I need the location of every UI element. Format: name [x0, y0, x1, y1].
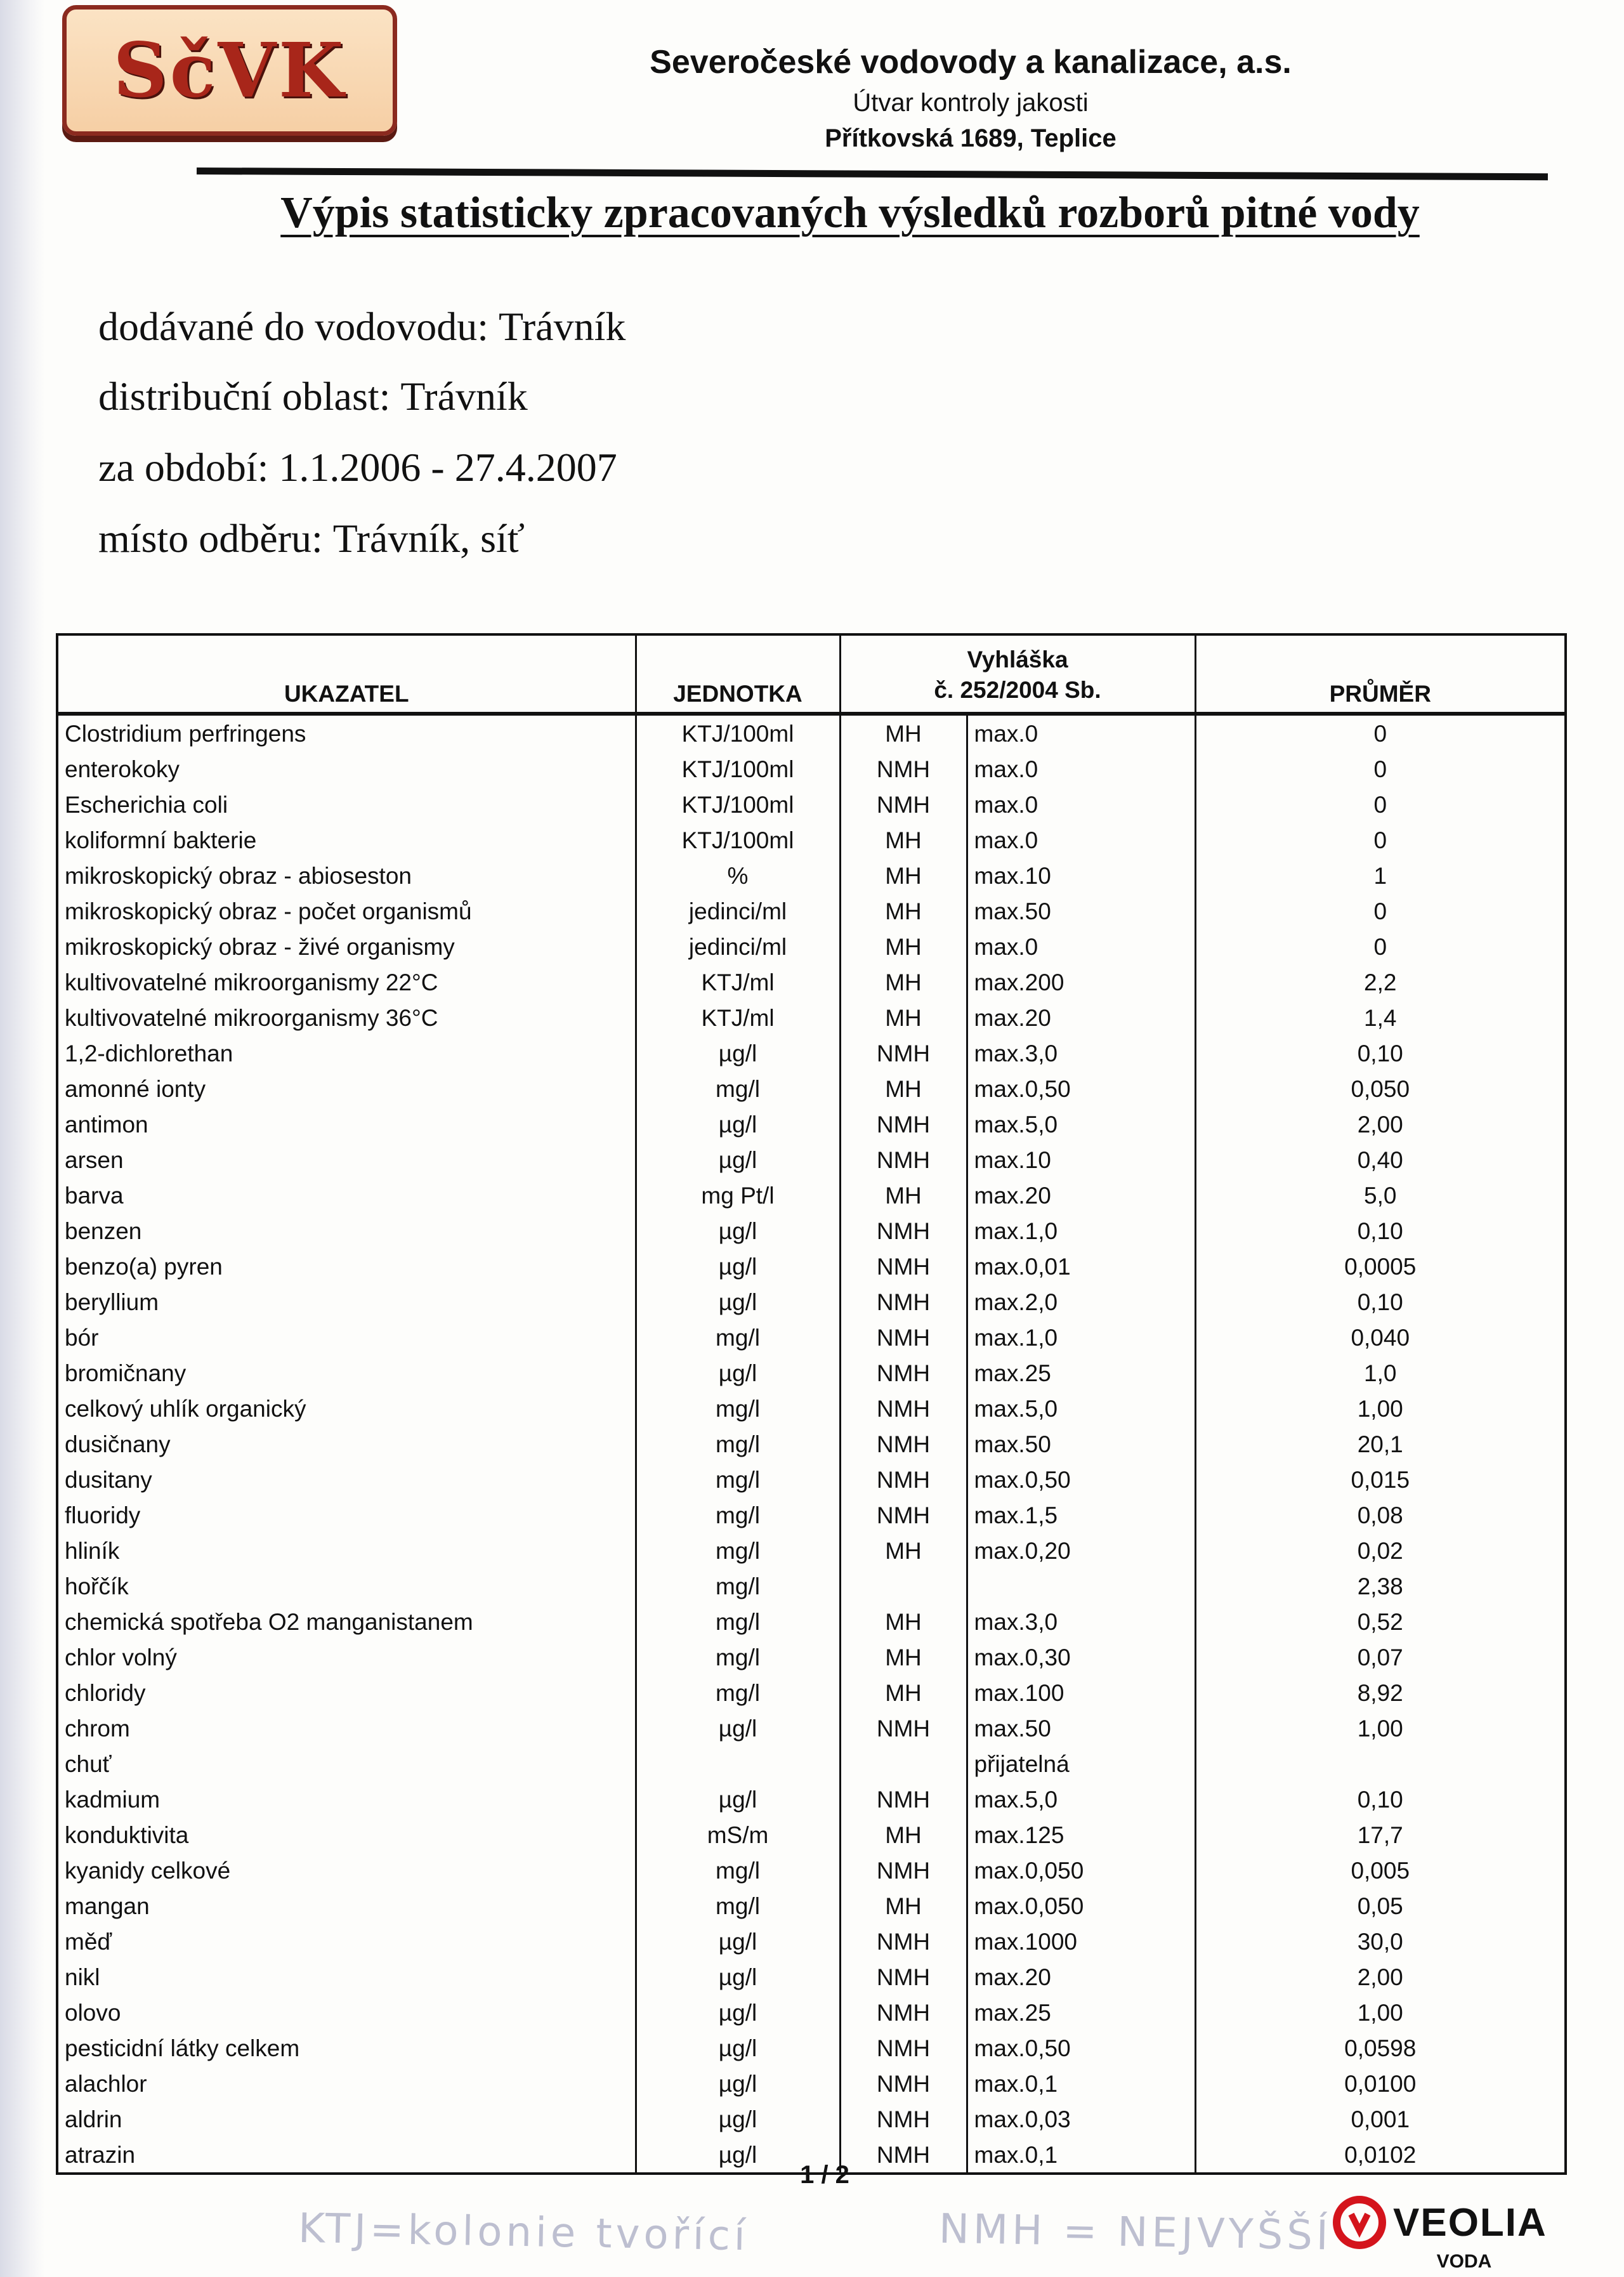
cell-unit: mg/l: [636, 1888, 840, 1924]
cell-limit: max.0: [967, 751, 1195, 787]
header-regulation: [840, 634, 1195, 714]
cell-category: NMH: [840, 2030, 967, 2066]
cell-unit: µg/l: [636, 1995, 840, 2030]
meta-sampling-place: [98, 515, 525, 562]
cell-category: NMH: [840, 2066, 967, 2101]
table-row: [57, 787, 1566, 822]
cell-limit: max.200: [967, 964, 1195, 1000]
cell-mean: 0,05: [1195, 1888, 1566, 1924]
cell-mean: 0,040: [1195, 1320, 1566, 1355]
company-header: [590, 39, 1351, 156]
cell-indicator: antimon: [57, 1106, 636, 1142]
cell-mean: 0,0005: [1195, 1249, 1566, 1284]
table-row: [57, 929, 1566, 964]
table-row: [57, 714, 1566, 751]
cell-unit: mg/l: [636, 1497, 840, 1533]
cell-indicator: kultivovatelné mikroorganismy 36°C: [57, 1000, 636, 1035]
cell-indicator: dusičnany: [57, 1426, 636, 1462]
cell-category: MH: [840, 1604, 967, 1639]
table-row: [57, 1639, 1566, 1675]
table-row: [57, 822, 1566, 858]
cell-mean: 0,0100: [1195, 2066, 1566, 2101]
cell-limit: max.0,50: [967, 2030, 1195, 2066]
cell-limit: max.0: [967, 787, 1195, 822]
cell-indicator: chuť: [57, 1746, 636, 1782]
cell-limit: max.3,0: [967, 1604, 1195, 1639]
cell-mean: 2,00: [1195, 1106, 1566, 1142]
cell-indicator: chemická spotřeba O2 manganistanem: [57, 1604, 636, 1639]
cell-indicator: celkový uhlík organický: [57, 1391, 636, 1426]
table-row: [57, 1782, 1566, 1817]
cell-unit: µg/l: [636, 1106, 840, 1142]
cell-indicator: chlor volný: [57, 1639, 636, 1675]
cell-limit: max.100: [967, 1675, 1195, 1710]
cell-unit: µg/l: [636, 1213, 840, 1249]
cell-limit: max.0,050: [967, 1888, 1195, 1924]
meta-value: Trávník: [400, 374, 528, 419]
cell-unit: µg/l: [636, 2066, 840, 2101]
cell-unit: µg/l: [636, 1710, 840, 1746]
table-row: [57, 1249, 1566, 1284]
cell-unit: µg/l: [636, 2030, 840, 2066]
cell-indicator: barva: [57, 1178, 636, 1213]
table-row: [57, 1320, 1566, 1355]
cell-limit: max.1,0: [967, 1213, 1195, 1249]
cell-category: MH: [840, 1533, 967, 1568]
handwritten-note-right: NMH = NEJVYŠŠÍ: [938, 2205, 1333, 2260]
table-row: [57, 893, 1566, 929]
cell-limit: přijatelná: [967, 1746, 1195, 1782]
cell-unit: µg/l: [636, 1142, 840, 1178]
cell-mean: 0,015: [1195, 1462, 1566, 1497]
cell-mean: 0,10: [1195, 1213, 1566, 1249]
cell-mean: 2,38: [1195, 1568, 1566, 1604]
cell-category: NMH: [840, 1249, 967, 1284]
cell-indicator: alachlor: [57, 2066, 636, 2101]
cell-limit: max.1,0: [967, 1320, 1195, 1355]
cell-mean: 2,00: [1195, 1959, 1566, 1995]
cell-limit: max.5,0: [967, 1782, 1195, 1817]
table-row: [57, 858, 1566, 893]
cell-mean: 1,0: [1195, 1355, 1566, 1391]
cell-category: NMH: [840, 1391, 967, 1426]
cell-unit: mg/l: [636, 1462, 840, 1497]
cell-indicator: konduktivita: [57, 1817, 636, 1853]
cell-indicator: bromičnany: [57, 1355, 636, 1391]
table-row: [57, 1391, 1566, 1426]
meta-label: místo odběru:: [98, 516, 323, 561]
cell-indicator: chrom: [57, 1710, 636, 1746]
handwritten-note-left: KTJ=kolonie tvořící: [298, 2205, 750, 2261]
cell-category: NMH: [840, 2137, 967, 2174]
cell-indicator: benzo(a) pyren: [57, 1249, 636, 1284]
cell-mean: 0: [1195, 822, 1566, 858]
table-row: [57, 1497, 1566, 1533]
meta-value: Trávník, síť: [332, 516, 525, 561]
cell-indicator: chloridy: [57, 1675, 636, 1710]
cell-mean: 8,92: [1195, 1675, 1566, 1710]
cell-limit: max.125: [967, 1817, 1195, 1853]
cell-category: NMH: [840, 1497, 967, 1533]
header-divider: [197, 167, 1548, 180]
cell-mean: 1,00: [1195, 1710, 1566, 1746]
cell-indicator: mikroskopický obraz - živé organismy: [57, 929, 636, 964]
cell-indicator: kultivovatelné mikroorganismy 22°C: [57, 964, 636, 1000]
cell-unit: mg/l: [636, 1604, 840, 1639]
table-header-row: [57, 634, 1566, 714]
cell-indicator: arsen: [57, 1142, 636, 1178]
cell-limit: max.2,0: [967, 1284, 1195, 1320]
cell-category: NMH: [840, 1355, 967, 1391]
cell-mean: 0,02: [1195, 1533, 1566, 1568]
table-row: [57, 1675, 1566, 1710]
cell-limit: max.50: [967, 1426, 1195, 1462]
cell-unit: KTJ/100ml: [636, 822, 840, 858]
header-indicator: UKAZATEL: [57, 634, 636, 714]
meta-value: 1.1.2006 - 27.4.2007: [278, 445, 617, 490]
cell-category: MH: [840, 1071, 967, 1106]
cell-indicator: benzen: [57, 1213, 636, 1249]
cell-indicator: enterokoky: [57, 751, 636, 787]
table-row: [57, 1995, 1566, 2030]
table-row: [57, 964, 1566, 1000]
cell-category: MH: [840, 714, 967, 751]
cell-category: MH: [840, 929, 967, 964]
cell-category: NMH: [840, 2101, 967, 2137]
cell-mean: 0,0102: [1195, 2137, 1566, 2174]
cell-mean: 0: [1195, 714, 1566, 751]
table-row: [57, 1817, 1566, 1853]
veolia-logo: [1332, 2188, 1573, 2276]
cell-limit: max.5,0: [967, 1106, 1195, 1142]
cell-mean: 0,10: [1195, 1782, 1566, 1817]
cell-category: NMH: [840, 1959, 967, 1995]
meta-water-supply: [98, 303, 625, 350]
cell-limit: max.0,1: [967, 2137, 1195, 2174]
cell-category: NMH: [840, 1320, 967, 1355]
table-row: [57, 1888, 1566, 1924]
document-title: Výpis statisticky zpracovaných výsledků rozborů pitné vody: [280, 188, 1420, 237]
cell-indicator: beryllium: [57, 1284, 636, 1320]
cell-indicator: amonné ionty: [57, 1071, 636, 1106]
cell-unit: mg Pt/l: [636, 1178, 840, 1213]
results-table: [56, 633, 1567, 2175]
cell-unit: µg/l: [636, 1284, 840, 1320]
cell-category: MH: [840, 1817, 967, 1853]
cell-indicator: dusitany: [57, 1462, 636, 1497]
cell-mean: 0,050: [1195, 1071, 1566, 1106]
cell-category: [840, 1746, 967, 1782]
table-row: [57, 2066, 1566, 2101]
cell-mean: 0: [1195, 787, 1566, 822]
table-row: [57, 1604, 1566, 1639]
cell-limit: max.0,050: [967, 1853, 1195, 1888]
cell-unit: KTJ/100ml: [636, 787, 840, 822]
cell-category: NMH: [840, 1462, 967, 1497]
cell-mean: 0,52: [1195, 1604, 1566, 1639]
table-row: [57, 1533, 1566, 1568]
cell-limit: max.20: [967, 1178, 1195, 1213]
cell-mean: 30,0: [1195, 1924, 1566, 1959]
cell-indicator: hliník: [57, 1533, 636, 1568]
cell-unit: KTJ/100ml: [636, 714, 840, 751]
cell-unit: jedinci/ml: [636, 893, 840, 929]
table-body: [57, 714, 1566, 2174]
cell-unit: µg/l: [636, 1355, 840, 1391]
header-regulation-line1: Vyhláška: [967, 646, 1068, 673]
cell-limit: [967, 1568, 1195, 1604]
cell-limit: max.10: [967, 1142, 1195, 1178]
cell-unit: µg/l: [636, 1035, 840, 1071]
cell-indicator: mangan: [57, 1888, 636, 1924]
cell-mean: 0: [1195, 893, 1566, 929]
cell-limit: max.0,01: [967, 1249, 1195, 1284]
cell-category: MH: [840, 858, 967, 893]
header-mean: PRŮMĚR: [1195, 634, 1566, 714]
table-row: [57, 751, 1566, 787]
table-row: [57, 1071, 1566, 1106]
table-row: [57, 1710, 1566, 1746]
cell-category: MH: [840, 964, 967, 1000]
cell-indicator: koliformní bakterie: [57, 822, 636, 858]
cell-unit: mg/l: [636, 1675, 840, 1710]
cell-category: NMH: [840, 1426, 967, 1462]
cell-indicator: hořčík: [57, 1568, 636, 1604]
scvk-logo: [62, 5, 397, 136]
cell-category: NMH: [840, 1106, 967, 1142]
cell-limit: max.1000: [967, 1924, 1195, 1959]
cell-limit: max.0,03: [967, 2101, 1195, 2137]
cell-category: [840, 1568, 967, 1604]
logo-text: SčVK: [113, 26, 346, 114]
cell-unit: mg/l: [636, 1568, 840, 1604]
table-row: [57, 1462, 1566, 1497]
cell-category: NMH: [840, 1924, 967, 1959]
cell-limit: max.0,20: [967, 1533, 1195, 1568]
table-row: [57, 1746, 1566, 1782]
cell-mean: 17,7: [1195, 1817, 1566, 1853]
cell-mean: 1,00: [1195, 1995, 1566, 2030]
cell-unit: mg/l: [636, 1391, 840, 1426]
cell-category: NMH: [840, 1142, 967, 1178]
cell-unit: µg/l: [636, 1924, 840, 1959]
table-row: [57, 1178, 1566, 1213]
cell-limit: max.0: [967, 714, 1195, 751]
cell-limit: max.50: [967, 1710, 1195, 1746]
cell-category: NMH: [840, 787, 967, 822]
cell-category: MH: [840, 1639, 967, 1675]
cell-category: NMH: [840, 751, 967, 787]
cell-mean: 5,0: [1195, 1178, 1566, 1213]
veolia-mark-icon: [1332, 2195, 1387, 2250]
cell-limit: max.20: [967, 1959, 1195, 1995]
cell-mean: 0,10: [1195, 1035, 1566, 1071]
cell-unit: [636, 1746, 840, 1782]
cell-unit: KTJ/ml: [636, 964, 840, 1000]
cell-category: NMH: [840, 1782, 967, 1817]
cell-indicator: kadmium: [57, 1782, 636, 1817]
cell-mean: 0,005: [1195, 1853, 1566, 1888]
cell-indicator: pesticidní látky celkem: [57, 2030, 636, 2066]
cell-limit: max.25: [967, 1355, 1195, 1391]
table-row: [57, 1853, 1566, 1888]
company-name: Severočeské vodovody a kanalizace, a.s.: [650, 44, 1292, 81]
meta-label: za období:: [98, 445, 269, 490]
meta-value: Trávník: [499, 304, 626, 349]
cell-mean: 0,08: [1195, 1497, 1566, 1533]
cell-limit: max.0,1: [967, 2066, 1195, 2101]
cell-indicator: atrazin: [57, 2137, 636, 2174]
cell-mean: [1195, 1746, 1566, 1782]
cell-mean: 0,0598: [1195, 2030, 1566, 2066]
cell-unit: mg/l: [636, 1320, 840, 1355]
cell-mean: 1: [1195, 858, 1566, 893]
table-row: [57, 2030, 1566, 2066]
cell-mean: 2,2: [1195, 964, 1566, 1000]
company-address: Přítkovská 1689, Teplice: [825, 124, 1116, 152]
cell-limit: max.25: [967, 1995, 1195, 2030]
cell-indicator: fluoridy: [57, 1497, 636, 1533]
cell-mean: 0: [1195, 929, 1566, 964]
cell-limit: max.1,5: [967, 1497, 1195, 1533]
cell-category: NMH: [840, 1995, 967, 2030]
meta-label: dodávané do vodovodu:: [98, 304, 488, 349]
cell-category: MH: [840, 1000, 967, 1035]
cell-limit: max.50: [967, 893, 1195, 929]
cell-category: MH: [840, 1178, 967, 1213]
cell-indicator: 1,2-dichlorethan: [57, 1035, 636, 1071]
cell-category: NMH: [840, 1284, 967, 1320]
cell-limit: max.3,0: [967, 1035, 1195, 1071]
cell-category: NMH: [840, 1710, 967, 1746]
table-row: [57, 1213, 1566, 1249]
meta-label: distribuční oblast:: [98, 374, 391, 419]
cell-unit: mg/l: [636, 1639, 840, 1675]
veolia-name: VEOLIA: [1393, 2201, 1547, 2245]
cell-indicator: kyanidy celkové: [57, 1853, 636, 1888]
cell-category: NMH: [840, 1213, 967, 1249]
cell-mean: 20,1: [1195, 1426, 1566, 1462]
department-name: Útvar kontroly jakosti: [853, 89, 1089, 117]
cell-indicator: mikroskopický obraz - počet organismů: [57, 893, 636, 929]
header-regulation-line2: č. 252/2004 Sb.: [934, 677, 1101, 703]
cell-unit: mg/l: [636, 1426, 840, 1462]
cell-mean: 0,10: [1195, 1284, 1566, 1320]
cell-limit: max.0,50: [967, 1462, 1195, 1497]
cell-unit: µg/l: [636, 2137, 840, 2174]
cell-indicator: Escherichia coli: [57, 787, 636, 822]
cell-mean: 0: [1195, 751, 1566, 787]
cell-unit: mg/l: [636, 1853, 840, 1888]
cell-mean: 1,4: [1195, 1000, 1566, 1035]
cell-unit: mS/m: [636, 1817, 840, 1853]
table-row: [57, 1568, 1566, 1604]
cell-limit: max.20: [967, 1000, 1195, 1035]
table-row: [57, 1035, 1566, 1071]
cell-category: NMH: [840, 1035, 967, 1071]
cell-limit: max.10: [967, 858, 1195, 893]
table-row: [57, 1924, 1566, 1959]
cell-indicator: Clostridium perfringens: [57, 714, 636, 751]
cell-mean: 0,40: [1195, 1142, 1566, 1178]
cell-unit: %: [636, 858, 840, 893]
cell-unit: mg/l: [636, 1071, 840, 1106]
cell-limit: max.0: [967, 822, 1195, 858]
table-row: [57, 1106, 1566, 1142]
cell-unit: µg/l: [636, 1959, 840, 1995]
header-unit: JEDNOTKA: [636, 634, 840, 714]
cell-unit: µg/l: [636, 1782, 840, 1817]
cell-mean: 0,001: [1195, 2101, 1566, 2137]
cell-category: MH: [840, 822, 967, 858]
cell-unit: KTJ/ml: [636, 1000, 840, 1035]
cell-category: MH: [840, 1675, 967, 1710]
table-row: [57, 1959, 1566, 1995]
cell-limit: max.0,30: [967, 1639, 1195, 1675]
scan-edge-shadow: [0, 0, 44, 2277]
page-number: 1 / 2: [800, 2161, 849, 2189]
cell-limit: max.0: [967, 929, 1195, 964]
cell-unit: µg/l: [636, 2101, 840, 2137]
cell-indicator: aldrin: [57, 2101, 636, 2137]
cell-unit: KTJ/100ml: [636, 751, 840, 787]
meta-distribution-area: [98, 373, 528, 420]
cell-indicator: mikroskopický obraz - abioseston: [57, 858, 636, 893]
table-row: [57, 1284, 1566, 1320]
cell-category: MH: [840, 893, 967, 929]
cell-indicator: nikl: [57, 1959, 636, 1995]
cell-indicator: bór: [57, 1320, 636, 1355]
cell-mean: 1,00: [1195, 1391, 1566, 1426]
meta-period: [98, 444, 617, 491]
cell-mean: 0,07: [1195, 1639, 1566, 1675]
table-row: [57, 2101, 1566, 2137]
cell-category: NMH: [840, 1853, 967, 1888]
cell-unit: jedinci/ml: [636, 929, 840, 964]
cell-category: MH: [840, 1888, 967, 1924]
cell-unit: µg/l: [636, 1249, 840, 1284]
table-row: [57, 1142, 1566, 1178]
table-row: [57, 1355, 1566, 1391]
cell-limit: max.0,50: [967, 1071, 1195, 1106]
cell-limit: max.5,0: [967, 1391, 1195, 1426]
cell-indicator: měď: [57, 1924, 636, 1959]
cell-indicator: olovo: [57, 1995, 636, 2030]
table-row: [57, 1000, 1566, 1035]
table-row: [57, 1426, 1566, 1462]
cell-unit: mg/l: [636, 1533, 840, 1568]
veolia-subtitle: VODA: [1436, 2251, 1492, 2272]
